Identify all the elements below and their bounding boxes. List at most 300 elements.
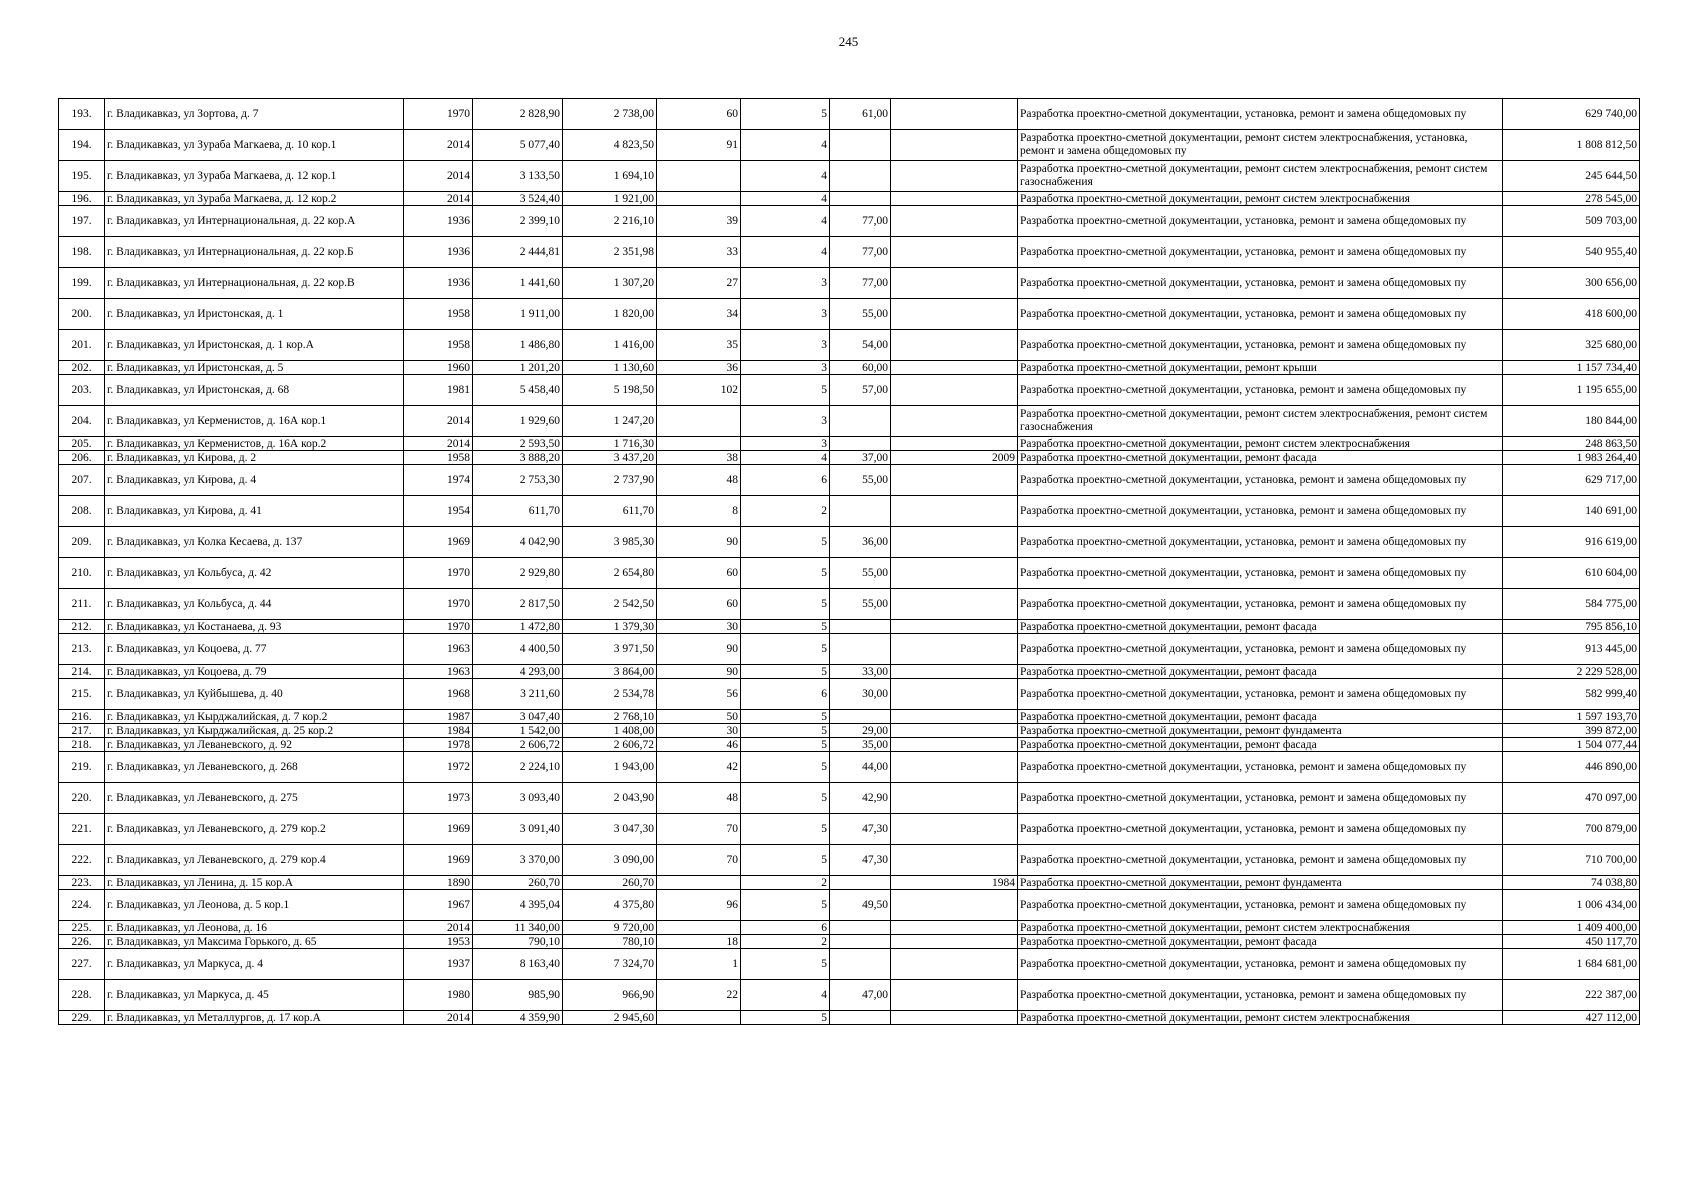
total-area-cell: 3 211,60 — [473, 679, 563, 710]
cost-cell: 584 775,00 — [1503, 589, 1640, 620]
address-cell: г. Владикавказ, ул Колка Кесаева, д. 137 — [105, 527, 404, 558]
address-cell: г. Владикавказ, ул Леваневского, д. 279 кор.4 — [105, 845, 404, 876]
table-row — [59, 437, 1640, 451]
total-area-cell: 2 817,50 — [473, 589, 563, 620]
last-repair-year-cell: 1984 — [891, 876, 1018, 890]
residents-cell: 46 — [657, 738, 741, 752]
total-area-cell: 1 911,00 — [473, 299, 563, 330]
total-area-cell: 3 091,40 — [473, 814, 563, 845]
cost-cell: 582 999,40 — [1503, 679, 1640, 710]
work-description-cell: Разработка проектно-сметной документации, ремонт систем электроснабжения — [1018, 437, 1503, 451]
row-number-cell: 212. — [59, 620, 105, 634]
work-description-cell: Разработка проектно-сметной документации, ремонт крыши — [1018, 361, 1503, 375]
build-year-cell: 1954 — [404, 496, 473, 527]
row-number-cell: 220. — [59, 783, 105, 814]
last-repair-year-cell — [891, 589, 1018, 620]
row-number-cell: 199. — [59, 268, 105, 299]
wear-percent-cell: 77,00 — [830, 268, 891, 299]
residential-area-cell: 2 945,60 — [563, 1011, 657, 1025]
address-cell: г. Владикавказ, ул Зураба Магкаева, д. 12 кор.2 — [105, 192, 404, 206]
row-number-cell: 221. — [59, 814, 105, 845]
last-repair-year-cell — [891, 783, 1018, 814]
residents-cell: 27 — [657, 268, 741, 299]
residential-area-cell: 1 694,10 — [563, 161, 657, 192]
work-description-cell: Разработка проектно-сметной документации, установка, ремонт и замена общедомовых пу — [1018, 527, 1503, 558]
residents-cell: 56 — [657, 679, 741, 710]
work-description-cell: Разработка проектно-сметной документации, установка, ремонт и замена общедомовых пу — [1018, 845, 1503, 876]
table-row — [59, 99, 1640, 130]
address-cell: г. Владикавказ, ул Маркуса, д. 45 — [105, 980, 404, 1011]
row-number-cell: 196. — [59, 192, 105, 206]
last-repair-year-cell — [891, 980, 1018, 1011]
wear-percent-cell: 47,30 — [830, 814, 891, 845]
residential-area-cell: 2 737,90 — [563, 465, 657, 496]
total-area-cell: 2 929,80 — [473, 558, 563, 589]
residents-cell: 39 — [657, 206, 741, 237]
residential-area-cell: 1 247,20 — [563, 406, 657, 437]
build-year-cell: 1936 — [404, 206, 473, 237]
wear-percent-cell — [830, 406, 891, 437]
table-row — [59, 679, 1640, 710]
wear-percent-cell: 55,00 — [830, 589, 891, 620]
floors-cell: 4 — [741, 980, 830, 1011]
total-area-cell: 3 524,40 — [473, 192, 563, 206]
floors-cell: 2 — [741, 496, 830, 527]
wear-percent-cell — [830, 496, 891, 527]
floors-cell: 5 — [741, 1011, 830, 1025]
last-repair-year-cell — [891, 890, 1018, 921]
row-number-cell: 213. — [59, 634, 105, 665]
address-cell: г. Владикавказ, ул Леваневского, д. 268 — [105, 752, 404, 783]
floors-cell: 5 — [741, 814, 830, 845]
build-year-cell: 1936 — [404, 268, 473, 299]
work-description-cell: Разработка проектно-сметной документации, установка, ремонт и замена общедомовых пу — [1018, 206, 1503, 237]
cost-cell: 2 229 528,00 — [1503, 665, 1640, 679]
table-row — [59, 206, 1640, 237]
table-row — [59, 465, 1640, 496]
residential-area-cell: 2 738,00 — [563, 99, 657, 130]
floors-cell: 3 — [741, 299, 830, 330]
build-year-cell: 1987 — [404, 710, 473, 724]
row-number-cell: 216. — [59, 710, 105, 724]
row-number-cell: 205. — [59, 437, 105, 451]
work-description-cell: Разработка проектно-сметной документации, установка, ремонт и замена общедомовых пу — [1018, 814, 1503, 845]
row-number-cell: 215. — [59, 679, 105, 710]
floors-cell: 5 — [741, 890, 830, 921]
residential-area-cell: 966,90 — [563, 980, 657, 1011]
total-area-cell: 1 542,00 — [473, 724, 563, 738]
last-repair-year-cell — [891, 814, 1018, 845]
wear-percent-cell: 55,00 — [830, 465, 891, 496]
build-year-cell: 2014 — [404, 406, 473, 437]
residents-cell: 60 — [657, 558, 741, 589]
row-number-cell: 229. — [59, 1011, 105, 1025]
work-description-cell: Разработка проектно-сметной документации, ремонт фундамента — [1018, 724, 1503, 738]
total-area-cell: 4 042,90 — [473, 527, 563, 558]
work-description-cell: Разработка проектно-сметной документации, ремонт систем электроснабжения, установка, ремонт и замена общедомовых пу — [1018, 130, 1503, 161]
work-description-cell: Разработка проектно-сметной документации, установка, ремонт и замена общедомовых пу — [1018, 752, 1503, 783]
cost-cell: 700 879,00 — [1503, 814, 1640, 845]
residents-cell: 22 — [657, 980, 741, 1011]
cost-cell: 1 983 264,40 — [1503, 451, 1640, 465]
row-number-cell: 195. — [59, 161, 105, 192]
table-row — [59, 330, 1640, 361]
residents-cell: 70 — [657, 814, 741, 845]
table-row — [59, 496, 1640, 527]
table-row — [59, 130, 1640, 161]
address-cell: г. Владикавказ, ул Керменистов, д. 16А кор.2 — [105, 437, 404, 451]
row-number-cell: 207. — [59, 465, 105, 496]
residential-area-cell: 3 864,00 — [563, 665, 657, 679]
table-row — [59, 237, 1640, 268]
floors-cell: 5 — [741, 99, 830, 130]
build-year-cell: 1960 — [404, 361, 473, 375]
work-description-cell: Разработка проектно-сметной документации, установка, ремонт и замена общедомовых пу — [1018, 589, 1503, 620]
page-number: 245 — [838, 34, 859, 49]
floors-cell: 3 — [741, 361, 830, 375]
total-area-cell: 1 929,60 — [473, 406, 563, 437]
wear-percent-cell: 77,00 — [830, 237, 891, 268]
build-year-cell: 1967 — [404, 890, 473, 921]
table-row — [59, 845, 1640, 876]
table-row — [59, 620, 1640, 634]
address-cell: г. Владикавказ, ул Коцоева, д. 77 — [105, 634, 404, 665]
table-row — [59, 665, 1640, 679]
row-number-cell: 206. — [59, 451, 105, 465]
floors-cell: 2 — [741, 876, 830, 890]
address-cell: г. Владикавказ, ул Куйбышева, д. 40 — [105, 679, 404, 710]
build-year-cell: 1969 — [404, 814, 473, 845]
table-row — [59, 527, 1640, 558]
wear-percent-cell: 61,00 — [830, 99, 891, 130]
wear-percent-cell: 60,00 — [830, 361, 891, 375]
residential-area-cell: 7 324,70 — [563, 949, 657, 980]
floors-cell: 5 — [741, 949, 830, 980]
build-year-cell: 1937 — [404, 949, 473, 980]
floors-cell: 6 — [741, 679, 830, 710]
residents-cell: 70 — [657, 845, 741, 876]
wear-percent-cell: 54,00 — [830, 330, 891, 361]
build-year-cell: 2014 — [404, 161, 473, 192]
residential-area-cell: 2 043,90 — [563, 783, 657, 814]
registry-body — [59, 99, 1640, 1025]
wear-percent-cell — [830, 634, 891, 665]
cost-cell: 427 112,00 — [1503, 1011, 1640, 1025]
total-area-cell: 4 293,00 — [473, 665, 563, 679]
residents-cell: 90 — [657, 634, 741, 665]
cost-cell: 446 890,00 — [1503, 752, 1640, 783]
build-year-cell: 2014 — [404, 921, 473, 935]
row-number-cell: 224. — [59, 890, 105, 921]
build-year-cell: 1970 — [404, 620, 473, 634]
last-repair-year-cell: 2009 — [891, 451, 1018, 465]
total-area-cell: 790,10 — [473, 935, 563, 949]
table-row — [59, 890, 1640, 921]
address-cell: г. Владикавказ, ул Иристонская, д. 5 — [105, 361, 404, 375]
residential-area-cell: 1 820,00 — [563, 299, 657, 330]
floors-cell: 5 — [741, 589, 830, 620]
work-description-cell: Разработка проектно-сметной документации, установка, ремонт и замена общедомовых пу — [1018, 99, 1503, 130]
last-repair-year-cell — [891, 268, 1018, 299]
row-number-cell: 201. — [59, 330, 105, 361]
floors-cell: 5 — [741, 665, 830, 679]
last-repair-year-cell — [891, 558, 1018, 589]
total-area-cell: 2 444,81 — [473, 237, 563, 268]
floors-cell: 5 — [741, 783, 830, 814]
build-year-cell: 1969 — [404, 527, 473, 558]
total-area-cell: 1 201,20 — [473, 361, 563, 375]
row-number-cell: 225. — [59, 921, 105, 935]
residential-area-cell: 3 090,00 — [563, 845, 657, 876]
cost-cell: 629 740,00 — [1503, 99, 1640, 130]
total-area-cell: 4 395,04 — [473, 890, 563, 921]
work-description-cell: Разработка проектно-сметной документации, установка, ремонт и замена общедомовых пу — [1018, 465, 1503, 496]
registry-table — [58, 98, 1640, 1025]
last-repair-year-cell — [891, 161, 1018, 192]
wear-percent-cell: 44,00 — [830, 752, 891, 783]
last-repair-year-cell — [891, 192, 1018, 206]
address-cell: г. Владикавказ, ул Кирова, д. 4 — [105, 465, 404, 496]
cost-cell: 245 644,50 — [1503, 161, 1640, 192]
residents-cell: 48 — [657, 783, 741, 814]
cost-cell: 1 157 734,40 — [1503, 361, 1640, 375]
last-repair-year-cell — [891, 738, 1018, 752]
row-number-cell: 227. — [59, 949, 105, 980]
residential-area-cell: 3 985,30 — [563, 527, 657, 558]
build-year-cell: 1963 — [404, 634, 473, 665]
total-area-cell: 5 077,40 — [473, 130, 563, 161]
address-cell: г. Владикавказ, ул Леонова, д. 16 — [105, 921, 404, 935]
residential-area-cell: 2 534,78 — [563, 679, 657, 710]
last-repair-year-cell — [891, 845, 1018, 876]
cost-cell: 1 006 434,00 — [1503, 890, 1640, 921]
cost-cell: 74 038,80 — [1503, 876, 1640, 890]
build-year-cell: 1973 — [404, 783, 473, 814]
total-area-cell: 2 399,10 — [473, 206, 563, 237]
row-number-cell: 203. — [59, 375, 105, 406]
floors-cell: 5 — [741, 845, 830, 876]
residential-area-cell: 1 130,60 — [563, 361, 657, 375]
cost-cell: 1 504 077,44 — [1503, 738, 1640, 752]
last-repair-year-cell — [891, 330, 1018, 361]
table-row — [59, 1011, 1640, 1025]
address-cell: г. Владикавказ, ул Леонова, д. 5 кор.1 — [105, 890, 404, 921]
residents-cell — [657, 192, 741, 206]
total-area-cell: 1 441,60 — [473, 268, 563, 299]
total-area-cell: 2 593,50 — [473, 437, 563, 451]
total-area-cell: 3 133,50 — [473, 161, 563, 192]
wear-percent-cell — [830, 710, 891, 724]
wear-percent-cell — [830, 161, 891, 192]
floors-cell: 4 — [741, 130, 830, 161]
table-row — [59, 752, 1640, 783]
residential-area-cell: 1 307,20 — [563, 268, 657, 299]
residents-cell: 48 — [657, 465, 741, 496]
residential-area-cell: 2 351,98 — [563, 237, 657, 268]
residential-area-cell: 1 416,00 — [563, 330, 657, 361]
wear-percent-cell — [830, 437, 891, 451]
address-cell: г. Владикавказ, ул Кирова, д. 2 — [105, 451, 404, 465]
wear-percent-cell — [830, 935, 891, 949]
floors-cell: 6 — [741, 465, 830, 496]
wear-percent-cell: 49,50 — [830, 890, 891, 921]
residents-cell — [657, 921, 741, 935]
address-cell: г. Владикавказ, ул Кольбуса, д. 42 — [105, 558, 404, 589]
table-row — [59, 935, 1640, 949]
wear-percent-cell: 35,00 — [830, 738, 891, 752]
total-area-cell: 3 047,40 — [473, 710, 563, 724]
work-description-cell: Разработка проектно-сметной документации, установка, ремонт и замена общедомовых пу — [1018, 558, 1503, 589]
wear-percent-cell — [830, 949, 891, 980]
work-description-cell: Разработка проектно-сметной документации, ремонт систем электроснабжения, ремонт систем газоснабжения — [1018, 161, 1503, 192]
build-year-cell: 1972 — [404, 752, 473, 783]
work-description-cell: Разработка проектно-сметной документации, ремонт фасада — [1018, 738, 1503, 752]
total-area-cell: 3 888,20 — [473, 451, 563, 465]
build-year-cell: 1984 — [404, 724, 473, 738]
row-number-cell: 208. — [59, 496, 105, 527]
last-repair-year-cell — [891, 375, 1018, 406]
residents-cell — [657, 876, 741, 890]
cost-cell: 629 717,00 — [1503, 465, 1640, 496]
row-number-cell: 217. — [59, 724, 105, 738]
wear-percent-cell: 33,00 — [830, 665, 891, 679]
build-year-cell: 1970 — [404, 99, 473, 130]
residential-area-cell: 3 971,50 — [563, 634, 657, 665]
work-description-cell: Разработка проектно-сметной документации, установка, ремонт и замена общедомовых пу — [1018, 268, 1503, 299]
table-row — [59, 738, 1640, 752]
work-description-cell: Разработка проектно-сметной документации, установка, ремонт и замена общедомовых пу — [1018, 890, 1503, 921]
wear-percent-cell: 29,00 — [830, 724, 891, 738]
residents-cell — [657, 1011, 741, 1025]
residential-area-cell: 1 943,00 — [563, 752, 657, 783]
build-year-cell: 1970 — [404, 558, 473, 589]
build-year-cell: 1890 — [404, 876, 473, 890]
work-description-cell: Разработка проектно-сметной документации, ремонт фасада — [1018, 935, 1503, 949]
residential-area-cell: 5 198,50 — [563, 375, 657, 406]
table-row — [59, 589, 1640, 620]
total-area-cell: 11 340,00 — [473, 921, 563, 935]
total-area-cell: 3 093,40 — [473, 783, 563, 814]
address-cell: г. Владикавказ, ул Зураба Магкаева, д. 12 кор.1 — [105, 161, 404, 192]
wear-percent-cell — [830, 921, 891, 935]
total-area-cell: 8 163,40 — [473, 949, 563, 980]
table-row — [59, 876, 1640, 890]
build-year-cell: 1958 — [404, 299, 473, 330]
floors-cell: 5 — [741, 752, 830, 783]
floors-cell: 2 — [741, 935, 830, 949]
cost-cell: 1 195 655,00 — [1503, 375, 1640, 406]
table-row — [59, 814, 1640, 845]
residents-cell: 38 — [657, 451, 741, 465]
address-cell: г. Владикавказ, ул Иристонская, д. 68 — [105, 375, 404, 406]
total-area-cell: 3 370,00 — [473, 845, 563, 876]
residents-cell: 42 — [657, 752, 741, 783]
last-repair-year-cell — [891, 724, 1018, 738]
build-year-cell: 1958 — [404, 330, 473, 361]
work-description-cell: Разработка проектно-сметной документации, ремонт фасада — [1018, 665, 1503, 679]
work-description-cell: Разработка проектно-сметной документации, ремонт фасада — [1018, 710, 1503, 724]
last-repair-year-cell — [891, 679, 1018, 710]
cost-cell: 1 684 681,00 — [1503, 949, 1640, 980]
address-cell: г. Владикавказ, ул Металлургов, д. 17 кор.А — [105, 1011, 404, 1025]
floors-cell: 3 — [741, 268, 830, 299]
residential-area-cell: 611,70 — [563, 496, 657, 527]
table-row — [59, 406, 1640, 437]
residents-cell: 18 — [657, 935, 741, 949]
last-repair-year-cell — [891, 1011, 1018, 1025]
cost-cell: 325 680,00 — [1503, 330, 1640, 361]
total-area-cell: 611,70 — [473, 496, 563, 527]
last-repair-year-cell — [891, 496, 1018, 527]
floors-cell: 4 — [741, 161, 830, 192]
cost-cell: 916 619,00 — [1503, 527, 1640, 558]
residential-area-cell: 3 047,30 — [563, 814, 657, 845]
residents-cell: 60 — [657, 99, 741, 130]
cost-cell: 450 117,70 — [1503, 935, 1640, 949]
address-cell: г. Владикавказ, ул Кырджалийская, д. 7 кор.2 — [105, 710, 404, 724]
last-repair-year-cell — [891, 437, 1018, 451]
row-number-cell: 204. — [59, 406, 105, 437]
total-area-cell: 2 828,90 — [473, 99, 563, 130]
address-cell: г. Владикавказ, ул Леваневского, д. 275 — [105, 783, 404, 814]
cost-cell: 710 700,00 — [1503, 845, 1640, 876]
work-description-cell: Разработка проектно-сметной документации, установка, ремонт и замена общедомовых пу — [1018, 330, 1503, 361]
cost-cell: 222 387,00 — [1503, 980, 1640, 1011]
residential-area-cell: 2 606,72 — [563, 738, 657, 752]
floors-cell: 5 — [741, 375, 830, 406]
residents-cell: 102 — [657, 375, 741, 406]
row-number-cell: 209. — [59, 527, 105, 558]
floors-cell: 5 — [741, 558, 830, 589]
residential-area-cell: 1 716,30 — [563, 437, 657, 451]
residential-area-cell: 2 542,50 — [563, 589, 657, 620]
wear-percent-cell: 36,00 — [830, 527, 891, 558]
last-repair-year-cell — [891, 527, 1018, 558]
wear-percent-cell: 47,30 — [830, 845, 891, 876]
table-row — [59, 783, 1640, 814]
work-description-cell: Разработка проектно-сметной документации, ремонт фасада — [1018, 451, 1503, 465]
address-cell: г. Владикавказ, ул Ленина, д. 15 кор.А — [105, 876, 404, 890]
residents-cell: 33 — [657, 237, 741, 268]
residential-area-cell: 1 921,00 — [563, 192, 657, 206]
cost-cell: 610 604,00 — [1503, 558, 1640, 589]
last-repair-year-cell — [891, 710, 1018, 724]
floors-cell: 5 — [741, 634, 830, 665]
work-description-cell: Разработка проектно-сметной документации, ремонт систем электроснабжения — [1018, 921, 1503, 935]
residents-cell: 1 — [657, 949, 741, 980]
row-number-cell: 223. — [59, 876, 105, 890]
work-description-cell: Разработка проектно-сметной документации, ремонт систем электроснабжения, ремонт систем газоснабжения — [1018, 406, 1503, 437]
last-repair-year-cell — [891, 935, 1018, 949]
residents-cell: 30 — [657, 724, 741, 738]
residential-area-cell: 4 375,80 — [563, 890, 657, 921]
total-area-cell: 4 359,90 — [473, 1011, 563, 1025]
row-number-cell: 197. — [59, 206, 105, 237]
residents-cell: 8 — [657, 496, 741, 527]
floors-cell: 4 — [741, 192, 830, 206]
total-area-cell: 2 753,30 — [473, 465, 563, 496]
table-row — [59, 192, 1640, 206]
wear-percent-cell: 55,00 — [830, 299, 891, 330]
last-repair-year-cell — [891, 299, 1018, 330]
wear-percent-cell: 30,00 — [830, 679, 891, 710]
residential-area-cell: 3 437,20 — [563, 451, 657, 465]
address-cell: г. Владикавказ, ул Маркуса, д. 4 — [105, 949, 404, 980]
table-row — [59, 921, 1640, 935]
work-description-cell: Разработка проектно-сметной документации, установка, ремонт и замена общедомовых пу — [1018, 237, 1503, 268]
address-cell: г. Владикавказ, ул Кольбуса, д. 44 — [105, 589, 404, 620]
residential-area-cell: 2 654,80 — [563, 558, 657, 589]
